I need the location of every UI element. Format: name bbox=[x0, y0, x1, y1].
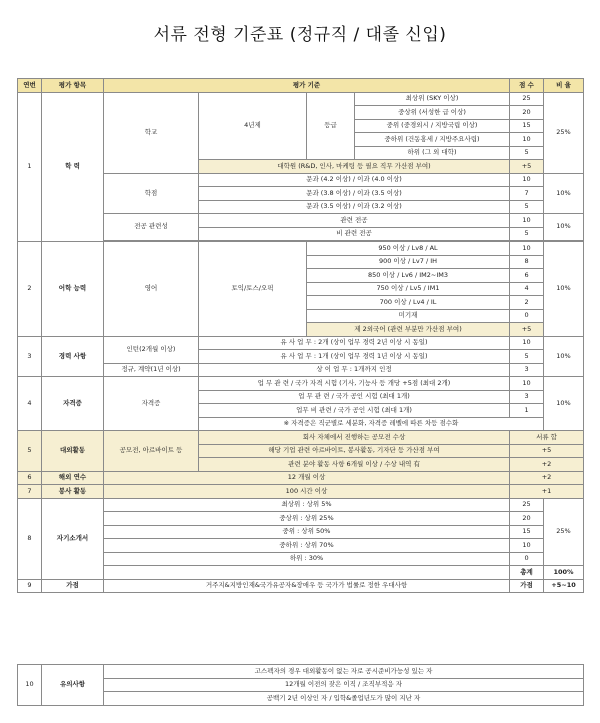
criteria-cell: 문과 (3.5 이상) / 이과 (3.2 이상) bbox=[199, 200, 510, 214]
ratio-cell: 10% bbox=[544, 173, 584, 214]
total-label: 총계 bbox=[510, 566, 544, 580]
score-cell: 10 bbox=[510, 539, 544, 553]
criteria-cell: 문과 (4.2 이상) / 이과 (4.0 이상) bbox=[199, 173, 510, 187]
score-cell: 25 bbox=[510, 498, 544, 512]
ratio-cell: 10% bbox=[544, 214, 584, 241]
section-no: 5 bbox=[18, 431, 42, 472]
score-cell: 가점 bbox=[510, 579, 544, 593]
criteria-cell: 900 이상 / Lv7 / IH bbox=[307, 255, 510, 269]
note-cell: 12개월 이전의 잦은 이직 / 조직부적응 자 bbox=[104, 678, 584, 692]
header-item: 평가 항목 bbox=[42, 79, 104, 93]
criteria-cell: 문과 (3.8 이상) / 이과 (3.5 이상) bbox=[199, 187, 510, 201]
score-cell: 6 bbox=[510, 269, 544, 283]
section-name: 유의사항 bbox=[42, 665, 104, 706]
criteria-cell: 700 이상 / Lv4 / IL bbox=[307, 296, 510, 310]
score-cell: 5 bbox=[510, 227, 544, 241]
section-name: 해외 연수 bbox=[42, 471, 104, 485]
section-no: 7 bbox=[18, 485, 42, 499]
score-cell: 10 bbox=[510, 214, 544, 228]
section-name: 경력 사항 bbox=[42, 336, 104, 377]
criteria-cell: 상 이 업 무 : 1개까지 인정 bbox=[199, 363, 510, 377]
criteria-cell: 12 개월 이상 bbox=[104, 471, 510, 485]
criteria-cell: 유 사 업 무 : 2개 (상이 업무 경력 2년 이상 시 동일) bbox=[199, 336, 510, 350]
score-cell: 10 bbox=[510, 377, 544, 391]
section-no: 4 bbox=[18, 377, 42, 431]
criteria-cell: 제 2외국어 (관련 부분만 가산점 부여) bbox=[307, 323, 510, 337]
score-cell: 서류 합 bbox=[510, 431, 584, 445]
score-cell: 20 bbox=[510, 512, 544, 526]
criteria-cell: 업 무 관 련 / 국가 자격 시험 (기사, 기능사 등 개당 +5점 (최대 2개) bbox=[199, 377, 510, 391]
sub-label: 등급 bbox=[307, 92, 355, 160]
criteria-cell: 회사 자체에서 진행하는 공모전 수상 bbox=[199, 431, 510, 445]
ratio-cell: 10% bbox=[544, 377, 584, 431]
score-cell: 3 bbox=[510, 390, 544, 404]
criteria-cell: 업 무 관 련 / 국가 공인 시험 (최대 1개) bbox=[199, 390, 510, 404]
notes-table bbox=[17, 664, 584, 706]
header-no: 연번 bbox=[18, 79, 42, 93]
criteria-cell: 해당 기업 관련 아르바이트, 봉사활동, 기자단 등 가산점 부여 bbox=[199, 444, 510, 458]
score-cell: 10 bbox=[510, 242, 544, 256]
score-cell: 1 bbox=[510, 404, 544, 418]
section-name: 자기소개서 bbox=[42, 498, 104, 579]
section-no: 8 bbox=[18, 498, 42, 579]
criteria-cell: 최상위 (SKY 이상) bbox=[355, 92, 510, 106]
header-score: 점 수 bbox=[510, 79, 544, 93]
section-name: 학 력 bbox=[42, 92, 104, 242]
score-cell: 10 bbox=[510, 336, 544, 350]
criteria-cell: 관련 전공 bbox=[199, 214, 510, 228]
sub-label: 학교 bbox=[104, 92, 199, 173]
score-cell: 3 bbox=[510, 363, 544, 377]
criteria-cell: 관련 분야 활동 사항 6개월 이상 / 수상 내역 有 bbox=[199, 458, 510, 472]
total-value: 100% bbox=[544, 566, 584, 580]
table-row bbox=[18, 336, 584, 350]
score-cell: 5 bbox=[510, 200, 544, 214]
score-cell: 10 bbox=[510, 173, 544, 187]
table-row bbox=[18, 377, 584, 391]
table-row bbox=[18, 431, 584, 445]
criteria-cell: 중하위 : 상위 70% bbox=[104, 539, 510, 553]
table-row bbox=[18, 471, 584, 485]
score-cell: +2 bbox=[510, 458, 584, 472]
criteria-cell: 750 이상 / Lv5 / IM1 bbox=[307, 282, 510, 296]
criteria-cell: 미기재 bbox=[307, 309, 510, 323]
sub-label: 전공 관련성 bbox=[104, 214, 199, 241]
score-cell: 15 bbox=[510, 119, 544, 133]
score-cell: 10 bbox=[510, 133, 544, 147]
score-cell: 7 bbox=[510, 187, 544, 201]
ratio-cell: 10% bbox=[544, 242, 584, 337]
ratio-cell: 25% bbox=[544, 498, 584, 566]
ratio-cell: 25% bbox=[544, 92, 584, 173]
criteria-table bbox=[17, 78, 584, 593]
note-cell: ※ 자격증은 직군별로 세분화, 자격증 레벨에 따른 차등 점수화 bbox=[199, 417, 544, 431]
table-row bbox=[18, 485, 584, 499]
score-cell: 8 bbox=[510, 255, 544, 269]
criteria-cell: 중위 : 상위 50% bbox=[104, 525, 510, 539]
score-cell: 0 bbox=[510, 309, 544, 323]
score-cell: 5 bbox=[510, 146, 544, 160]
sub-label: 정규, 계약(1년 이상) bbox=[104, 363, 199, 377]
criteria-cell: 최상위 : 상위 5% bbox=[104, 498, 510, 512]
criteria-cell: 업무 비 관련 / 국가 공인 시험 (최대 1개) bbox=[199, 404, 510, 418]
section-name: 봉사 활동 bbox=[42, 485, 104, 499]
section-no: 1 bbox=[18, 92, 42, 242]
criteria-cell: 하위 : 30% bbox=[104, 552, 510, 566]
criteria-cell: 100 시간 이상 bbox=[104, 485, 510, 499]
section-no: 3 bbox=[18, 336, 42, 377]
criteria-cell: 비 관련 전공 bbox=[199, 227, 510, 241]
criteria-cell: 중상위 (서성한 급 이상) bbox=[355, 106, 510, 120]
criteria-cell: 중위 (중경외시 / 지방국립 이상) bbox=[355, 119, 510, 133]
sub-label: 공모전, 아르바이트 등 bbox=[104, 431, 199, 472]
section-no: 10 bbox=[18, 665, 42, 706]
sub-label: 학점 bbox=[104, 173, 199, 214]
score-cell: +1 bbox=[510, 485, 584, 499]
section-name: 어학 능력 bbox=[42, 242, 104, 337]
score-cell: 5 bbox=[510, 350, 544, 364]
section-no: 2 bbox=[18, 242, 42, 337]
score-cell: 20 bbox=[510, 106, 544, 120]
score-cell: +5 bbox=[510, 323, 544, 337]
score-cell: 25 bbox=[510, 92, 544, 106]
criteria-cell: 950 이상 / Lv8 / AL bbox=[307, 242, 510, 256]
sub-label: 영어 bbox=[104, 242, 199, 337]
ratio-cell: 10% bbox=[544, 336, 584, 377]
sub-label: 인턴(2개월 이상) bbox=[104, 336, 199, 363]
table-row bbox=[18, 242, 584, 256]
page-title: 서류 전형 기준표 (정규직 / 대졸 신입) bbox=[153, 25, 447, 45]
table-row bbox=[18, 665, 584, 679]
header-ratio: 비 율 bbox=[544, 79, 584, 93]
score-cell: +5 bbox=[510, 160, 544, 174]
criteria-cell: 중하위 (건동홍세 / 지방주요사립) bbox=[355, 133, 510, 147]
criteria-cell: 거주지&지방인재&국가유공자&장애우 등 국가가 법률로 정한 우대사항 bbox=[104, 579, 510, 593]
section-name: 대외활동 bbox=[42, 431, 104, 472]
table-row bbox=[18, 498, 584, 512]
table-header bbox=[18, 79, 584, 93]
section-no: 6 bbox=[18, 471, 42, 485]
score-cell: 0 bbox=[510, 552, 544, 566]
score-cell: 4 bbox=[510, 282, 544, 296]
table-row bbox=[18, 92, 584, 106]
criteria-cell: 중상위 : 상위 25% bbox=[104, 512, 510, 526]
sub-label: 자격증 bbox=[104, 377, 199, 431]
note-cell: 고스펙자의 경우 대외활동이 없는 자로 공시준비가능성 있는 자 bbox=[104, 665, 584, 679]
section-name: 가점 bbox=[42, 579, 104, 593]
total-spacer bbox=[104, 566, 510, 580]
criteria-cell: 유 사 업 무 : 1개 (상이 업무 경력 1년 이상 시 동일) bbox=[199, 350, 510, 364]
table-row bbox=[18, 579, 584, 593]
score-cell: +2 bbox=[510, 471, 584, 485]
score-cell: +5 bbox=[510, 444, 584, 458]
criteria-cell: 하위 (그 외 대학) bbox=[355, 146, 510, 160]
criteria-cell: 850 이상 / Lv6 / IM2~IM3 bbox=[307, 269, 510, 283]
section-no: 9 bbox=[18, 579, 42, 593]
header-criteria: 평가 기준 bbox=[104, 79, 510, 93]
score-cell: 15 bbox=[510, 525, 544, 539]
criteria-cell: 대학원 (R&D, 인사, 마케팅 등 필요 직무 가산점 부여) bbox=[199, 160, 510, 174]
score-cell: 2 bbox=[510, 296, 544, 310]
ratio-cell: +5~10 bbox=[544, 579, 584, 593]
section-name: 자격증 bbox=[42, 377, 104, 431]
note-cell: 공백기 2년 이상인 자 / 입학&졸업년도가 많이 지난 자 bbox=[104, 692, 584, 706]
sub-label: 토익/토스/오픽 bbox=[199, 242, 307, 337]
sub-label: 4년제 bbox=[199, 92, 307, 160]
